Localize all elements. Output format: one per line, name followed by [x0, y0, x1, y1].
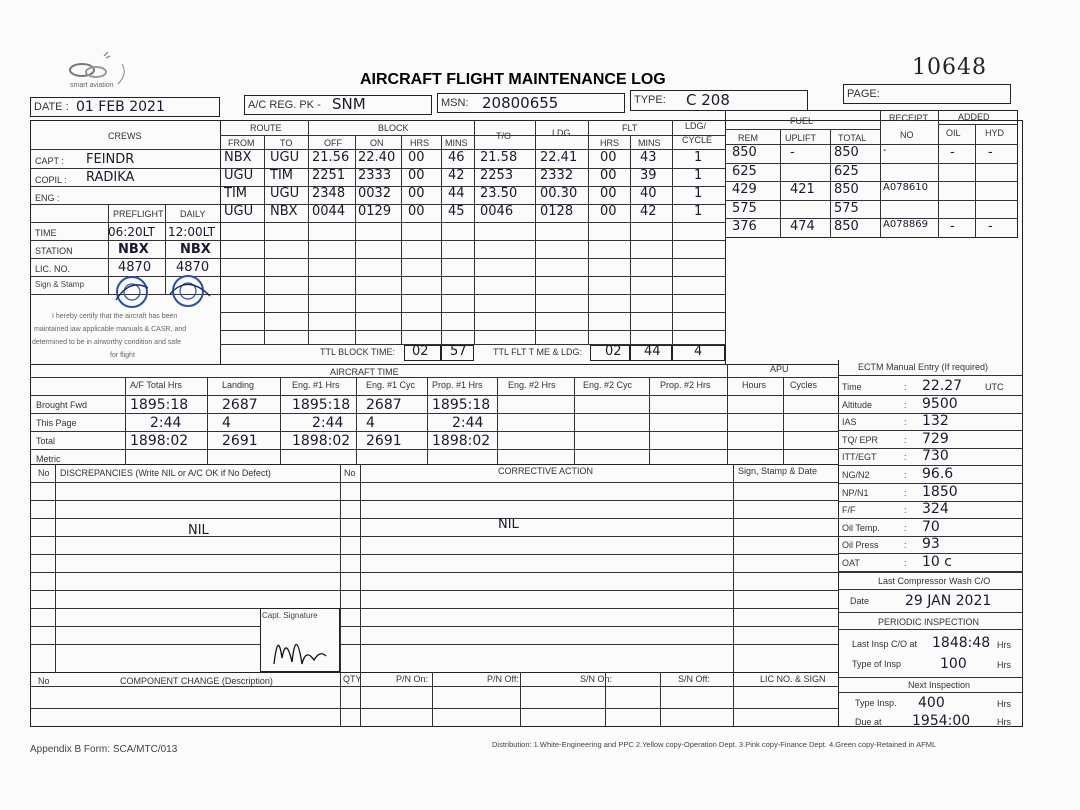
flight-cell-mins[interactable]: 42 — [448, 168, 465, 183]
flight-cell-cycle[interactable]: 1 — [694, 168, 703, 183]
aircraft-time-col-header: Prop. #2 Hrs — [660, 380, 711, 390]
block-header: BLOCK — [378, 123, 409, 133]
flight-cell-hrs[interactable]: 00 — [408, 204, 425, 219]
flight-cell-to[interactable]: NBX — [270, 204, 298, 219]
ectm-row-colon: : — [904, 487, 907, 498]
receipt-header-1: RECEIPT — [889, 113, 929, 123]
ectm-row-value[interactable]: 324 — [922, 501, 949, 518]
ectm-row-colon: : — [904, 434, 907, 445]
flight-cell-ldg[interactable]: 2332 — [540, 168, 574, 183]
ectm-row-label: Oil Temp. — [842, 522, 880, 533]
flight-cell-to_t[interactable]: 23.50 — [480, 186, 518, 201]
aircraft-time-col-header: Landing — [222, 380, 255, 390]
flight-cell-cycle[interactable]: 1 — [694, 150, 703, 165]
flight-cell-from[interactable]: UGU — [224, 204, 254, 219]
flight-cell-to[interactable]: UGU — [270, 150, 300, 165]
ectm-row-colon: : — [904, 505, 907, 516]
aircraft-time-cell[interactable]: 1898:02 — [432, 433, 491, 449]
ttl-block-label: TTL BLOCK TIME: — [320, 347, 396, 357]
flight-cell-off[interactable]: 2251 — [312, 168, 346, 183]
flight-cell-cycle[interactable]: 1 — [694, 186, 703, 201]
total-header: TOTAL — [838, 133, 867, 143]
flt-mins-header: MINS — [638, 138, 661, 148]
flight-cell-ldg[interactable]: 22.41 — [540, 150, 578, 165]
flight-cell-to[interactable]: TIM — [270, 168, 293, 183]
ectm-row-value[interactable]: 730 — [922, 448, 949, 465]
lic-label: LIC. NO. — [35, 264, 71, 274]
due-unit: Hrs — [997, 717, 1011, 727]
reg-value[interactable]: SNM — [332, 95, 366, 113]
fuel-cell-oil[interactable]: - — [950, 219, 955, 234]
ectm-row-colon: : — [904, 470, 907, 480]
fuel-cell-rem[interactable]: 429 — [732, 182, 757, 197]
periodic-label: PERIODIC INSPECTION — [878, 617, 980, 627]
ectm-row-value[interactable]: 96.6 — [922, 466, 954, 482]
next-type-label: Type Insp. — [855, 698, 897, 708]
component-header: COMPONENT CHANGE (Description) — [120, 676, 273, 686]
ectm-row-value[interactable]: 10 c — [922, 554, 952, 570]
certify-line-1: I hereby certify that the aircraft has been — [52, 313, 178, 320]
flight-cell-flt_hrs[interactable]: 00 — [600, 204, 617, 219]
ectm-row-label: ITT/EGT — [842, 452, 877, 463]
distribution-label: Distribution: 1.White-Engineering and PPC 2.Yellow copy-Operation Dept. 3.Pink copy-Finance Dept. 4.Green copy-Retained in AFML — [492, 740, 937, 749]
flight-cell-to_t[interactable]: 21.58 — [480, 150, 518, 165]
due-value[interactable]: 1954:00 — [912, 713, 971, 729]
pn-off-header: P/N Off: — [487, 674, 519, 684]
ectm-row-colon: : — [904, 540, 907, 551]
ectm-row-value[interactable]: 729 — [922, 430, 949, 447]
last-insp-value[interactable]: 1848:48 — [932, 635, 991, 651]
type-insp-label: Type of Insp — [852, 659, 902, 669]
flight-cell-hrs[interactable]: 00 — [408, 168, 425, 183]
flight-cell-flt_hrs[interactable]: 00 — [600, 168, 617, 183]
lic-sign-header: LIC NO. & SIGN — [760, 674, 826, 684]
eng-label: ENG : — [35, 193, 60, 203]
aircraft-time-row-label: This Page — [36, 418, 77, 428]
msn-label: MSN: — [441, 97, 469, 109]
ectm-row-colon: : — [904, 522, 907, 533]
flight-cell-flt_mins[interactable]: 43 — [640, 150, 657, 165]
daily-stamp-icon — [168, 272, 212, 310]
rem-header: REM — [738, 133, 758, 143]
corrective-no-label: No — [344, 468, 356, 478]
capt-value[interactable]: FEINDR — [86, 152, 135, 167]
ectm-header: ECTM Manual Entry (If required) — [858, 362, 989, 372]
sign-stamp-label: Sign & Stamp — [35, 280, 84, 289]
ttl-ldg[interactable]: 4 — [694, 344, 703, 359]
fuel-cell-oil[interactable]: - — [950, 145, 955, 160]
next-insp-label: Next Inspection — [908, 680, 971, 690]
ectm-row-value[interactable]: 22.27 — [922, 378, 963, 394]
type-insp-value[interactable]: 100 — [940, 656, 967, 672]
date-value[interactable]: 01 FEB 2021 — [76, 99, 165, 115]
fuel-cell-hyd[interactable]: - — [988, 219, 993, 234]
aircraft-time-header: AIRCRAFT TIME — [330, 367, 399, 377]
aircraft-time-row-label: Total — [36, 436, 56, 446]
flight-cell-flt_mins[interactable]: 40 — [640, 186, 657, 201]
flight-cell-on[interactable]: 0129 — [358, 204, 392, 219]
aircraft-time-cell[interactable]: 2691 — [366, 433, 402, 449]
route-header: ROUTE — [250, 123, 282, 133]
discrepancy-value[interactable]: NIL — [188, 523, 209, 538]
flight-cell-mins[interactable]: 45 — [448, 204, 465, 219]
discrepancy-header: DISCREPANCIES (Write NIL or A/C OK if No Defect) — [60, 468, 271, 478]
flight-cell-to[interactable]: UGU — [270, 186, 300, 201]
lic-preflight-value[interactable]: 4870 — [118, 260, 152, 275]
fuel-cell-uplift[interactable]: - — [790, 145, 795, 160]
flight-cell-flt_mins[interactable]: 42 — [640, 204, 657, 219]
ldg-cycle-header-2: CYCLE — [682, 135, 713, 145]
hrs-header: HRS — [410, 138, 430, 148]
station-daily-value[interactable]: NBX — [180, 242, 211, 257]
aircraft-time-cell[interactable]: 2:44 — [452, 415, 484, 431]
ttl-flt-mins[interactable]: 44 — [644, 344, 661, 359]
flight-cell-ldg[interactable]: 0128 — [540, 204, 574, 219]
qty-header: QTY — [343, 674, 362, 684]
added-header: ADDED — [958, 112, 990, 122]
ectm-row-colon: : — [904, 399, 907, 410]
station-preflight-value[interactable]: NBX — [118, 242, 149, 257]
fuel-cell-total[interactable]: 850 — [834, 182, 859, 197]
flight-cell-mins[interactable]: 44 — [448, 186, 465, 201]
flight-cell-from[interactable]: TIM — [224, 186, 247, 201]
certify-line-4: for flight — [110, 352, 135, 359]
flight-cell-hrs[interactable]: 00 — [408, 186, 425, 201]
ectm-row-label: Altitude — [842, 399, 873, 410]
flight-cell-off[interactable]: 0044 — [312, 204, 346, 219]
ectm-row-label: Oil Press — [842, 540, 879, 551]
fuel-header: FUEL — [790, 116, 814, 126]
flt-hrs-header: HRS — [600, 138, 620, 148]
fuel-cell-rem[interactable]: 575 — [732, 201, 757, 216]
flight-cell-off[interactable]: 2348 — [312, 186, 346, 201]
to-header: TO — [280, 138, 293, 148]
preflight-label: PREFLIGHT — [113, 209, 164, 219]
ldg-header: LDG — [552, 128, 571, 138]
flight-cell-from[interactable]: UGU — [224, 168, 254, 183]
uplift-header: UPLIFT — [785, 133, 817, 143]
flight-cell-hrs[interactable]: 00 — [408, 150, 425, 165]
certify-line-2: maintained iaw applicable manuals & CASR, and — [34, 326, 187, 333]
compressor-wash-label: Last Compressor Wash C/O — [878, 576, 991, 586]
ectm-row-value[interactable]: 70 — [922, 518, 940, 535]
flight-cell-on[interactable]: 0032 — [358, 186, 392, 201]
off-header: OFF — [324, 138, 342, 148]
aircraft-time-cell[interactable]: 1895:18 — [292, 397, 351, 413]
next-type-value[interactable]: 400 — [918, 695, 945, 711]
fuel-cell-rem[interactable]: 625 — [732, 164, 757, 179]
next-type-unit: Hrs — [997, 699, 1011, 709]
sn-on-header: S/N On: — [580, 674, 613, 684]
serial-number: 10648 — [912, 55, 987, 80]
aircraft-time-col-header: A/F Total Hrs — [130, 380, 182, 390]
ttl-flt-label: TTL FLT T ME & LDG: — [493, 347, 583, 357]
aircraft-time-cell[interactable]: 1898:02 — [292, 433, 351, 449]
page-label: PAGE: — [847, 88, 880, 100]
ectm-row-value[interactable]: 1850 — [922, 483, 958, 500]
ectm-row-value[interactable]: 9500 — [922, 395, 958, 412]
ldg-cycle-header-1: LDG/ — [685, 121, 707, 131]
capt-signature-label: Capt. Signature — [262, 611, 318, 620]
receipt-header-2: NO — [900, 130, 914, 140]
takeoff-header: T/O — [496, 131, 511, 141]
aircraft-time-cell[interactable]: 4 — [222, 415, 231, 431]
ectm-row-label: IAS — [842, 417, 857, 428]
aircraft-time-row-label: Metric — [36, 454, 61, 464]
hyd-header: HYD — [985, 128, 1005, 138]
due-label: Due at — [855, 717, 882, 727]
aircraft-time-cell[interactable]: 2687 — [366, 397, 402, 413]
page-title: AIRCRAFT FLIGHT MAINTENANCE LOG — [360, 71, 666, 88]
ectm-row-colon: : — [904, 452, 907, 463]
component-no-label: No — [38, 676, 50, 686]
time-daily-value[interactable]: 12:00LT — [168, 225, 215, 239]
ectm-row-value[interactable]: 132 — [922, 413, 949, 430]
ectm-row-colon: : — [904, 417, 907, 428]
ectm-row-label: NG/N2 — [842, 470, 870, 480]
capt-signature-icon — [266, 620, 334, 670]
flight-cell-flt_hrs[interactable]: 00 — [600, 150, 617, 165]
sn-off-header: S/N Off: — [678, 674, 710, 684]
flight-cell-cycle[interactable]: 1 — [694, 204, 703, 219]
fuel-cell-rem[interactable]: 376 — [732, 219, 757, 234]
flight-cell-flt_mins[interactable]: 39 — [640, 168, 657, 183]
flight-cell-to_t[interactable]: 0046 — [480, 204, 514, 219]
flight-cell-mins[interactable]: 46 — [448, 150, 465, 165]
aircraft-time-cell[interactable]: 1898:02 — [130, 433, 189, 449]
ectm-row-value[interactable]: 93 — [922, 536, 940, 553]
pn-on-header: P/N On: — [396, 674, 429, 684]
flight-cell-on[interactable]: 22.40 — [358, 150, 396, 165]
time-label: TIME — [35, 228, 57, 238]
aircraft-time-col-header: Eng. #2 Hrs — [508, 380, 556, 390]
logo-text: smart aviation — [70, 82, 114, 89]
aircraft-time-cell[interactable]: 1895:18 — [130, 397, 189, 413]
flight-cell-on[interactable]: 2333 — [358, 168, 392, 183]
copil-label: COPIL : — [35, 175, 67, 185]
ttl-block-hrs[interactable]: 02 — [412, 344, 429, 359]
fuel-cell-receipt[interactable]: - — [883, 145, 887, 156]
fuel-cell-total[interactable]: 850 — [834, 219, 859, 234]
discrepancy-no-label: No — [38, 468, 50, 478]
reg-label: A/C REG. PK - — [248, 99, 321, 111]
ectm-row-label: Time — [842, 382, 862, 392]
daily-label: DAILY — [180, 209, 206, 219]
certify-line-3: determined to be in airworthy condition and safe — [32, 339, 182, 346]
aircraft-time-cell[interactable]: 2691 — [222, 433, 258, 449]
fuel-cell-hyd[interactable]: - — [988, 145, 993, 160]
aircraft-time-col-header: Eng. #1 Hrs — [292, 380, 340, 390]
fuel-cell-total[interactable]: 625 — [834, 164, 859, 179]
type-insp-unit: Hrs — [997, 660, 1011, 670]
ectm-row-unit: UTC — [985, 382, 1004, 392]
aircraft-time-row-label: Brought Fwd — [36, 400, 88, 410]
apu-hours-header: Hours — [742, 380, 767, 390]
preflight-stamp-icon — [112, 274, 152, 310]
fuel-cell-total[interactable]: 575 — [834, 201, 859, 216]
last-insp-label: Last Insp C/O at — [852, 639, 918, 649]
aircraft-time-cell[interactable]: 2687 — [222, 397, 258, 413]
ttl-flt-hrs[interactable]: 02 — [605, 344, 622, 359]
ectm-row-colon: : — [904, 558, 907, 568]
aircraft-time-col-header: Prop. #1 Hrs — [432, 380, 483, 390]
ectm-row-colon: : — [904, 382, 907, 392]
flight-cell-from[interactable]: NBX — [224, 150, 252, 165]
fuel-cell-receipt[interactable]: A078610 — [883, 182, 929, 193]
fuel-cell-uplift[interactable]: 474 — [790, 219, 815, 234]
flight-cell-to_t[interactable]: 2253 — [480, 168, 514, 183]
corrective-header: CORRECTIVE ACTION — [498, 466, 594, 476]
fuel-cell-uplift[interactable]: 421 — [790, 182, 815, 197]
type-value[interactable]: C 208 — [686, 91, 730, 109]
fuel-cell-rem[interactable]: 850 — [732, 145, 757, 160]
ectm-row-label: F/F — [842, 505, 856, 516]
oil-header: OIL — [946, 128, 961, 138]
mins-header: MINS — [445, 138, 468, 148]
station-label: STATION — [35, 246, 73, 256]
apu-header: APU — [770, 364, 789, 374]
aircraft-time-col-header: Eng. #2 Cyc — [583, 380, 633, 390]
ectm-row-label: TQ/ EPR — [842, 434, 879, 445]
from-header: FROM — [228, 138, 255, 148]
crews-header: CREWS — [108, 131, 142, 141]
lic-daily-value[interactable]: 4870 — [176, 260, 210, 275]
ectm-row-label: NP/N1 — [842, 487, 869, 498]
capt-label: CAPT : — [35, 156, 64, 166]
type-label: TYPE: — [634, 94, 666, 106]
ectm-row-label: OAT — [842, 558, 860, 568]
flight-cell-off[interactable]: 21.56 — [312, 150, 350, 165]
apu-cycles-header: Cycles — [790, 380, 818, 390]
flight-cell-ldg[interactable]: 00.30 — [540, 186, 578, 201]
flt-header: FLT — [622, 123, 638, 133]
fuel-cell-total[interactable]: 850 — [834, 145, 859, 160]
aircraft-time-cell[interactable]: 1895:18 — [432, 397, 491, 413]
corrective-value[interactable]: NIL — [498, 517, 519, 532]
last-insp-unit: Hrs — [997, 640, 1011, 650]
wash-date-label: Date — [850, 596, 870, 606]
ttl-block-mins[interactable]: 57 — [450, 344, 467, 359]
aircraft-time-cell[interactable]: 2:44 — [150, 415, 182, 431]
company-logo — [60, 50, 135, 92]
flight-cell-flt_hrs[interactable]: 00 — [600, 186, 617, 201]
date-label: DATE : — [34, 101, 69, 113]
fuel-cell-receipt[interactable]: A078869 — [883, 219, 929, 230]
msn-value[interactable]: 20800655 — [482, 94, 559, 112]
on-header: ON — [370, 138, 384, 148]
sign-stamp-date-header: Sign, Stamp & Date — [738, 466, 818, 476]
time-preflight-value[interactable]: 06:20LT — [108, 225, 155, 239]
appendix-label: Appendix B Form: SCA/MTC/013 — [30, 744, 178, 755]
copil-value[interactable]: RADIKA — [86, 170, 135, 185]
aircraft-time-cell[interactable]: 4 — [366, 415, 375, 431]
wash-date-value[interactable]: 29 JAN 2021 — [905, 593, 992, 609]
aircraft-time-col-header: Eng. #1 Cyc — [366, 380, 416, 390]
aircraft-time-cell[interactable]: 2:44 — [312, 415, 344, 431]
